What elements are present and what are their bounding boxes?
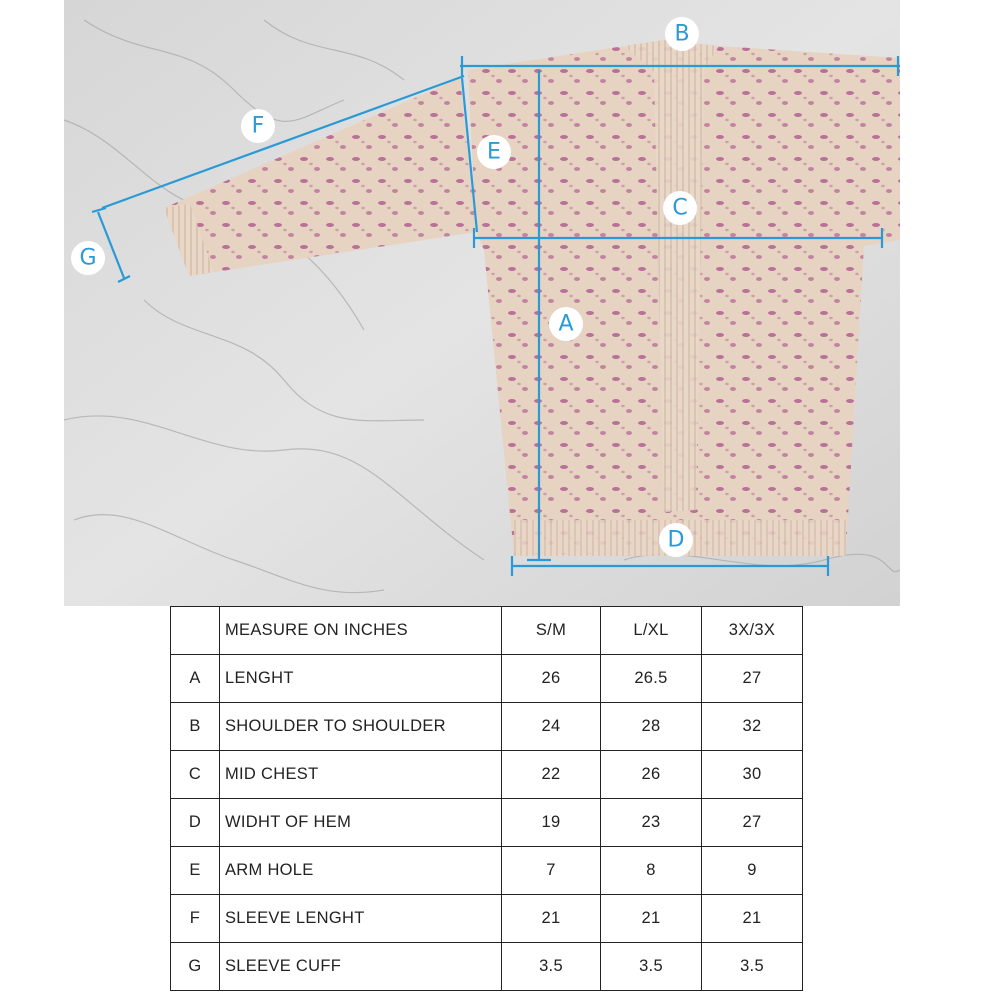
- size-chart-table: [170, 606, 803, 991]
- row-value-sm: 7: [502, 847, 601, 895]
- table-row: [171, 799, 803, 847]
- table-row: [171, 655, 803, 703]
- row-measure-name: MID CHEST: [220, 751, 502, 799]
- row-value-sm: 3.5: [502, 943, 601, 991]
- header-size-lxl: L/XL: [601, 607, 702, 655]
- row-letter: B: [171, 703, 220, 751]
- svg-text:F: F: [251, 113, 265, 139]
- row-letter: E: [171, 847, 220, 895]
- row-value-lxl: 8: [601, 847, 702, 895]
- row-value-lxl: 21: [601, 895, 702, 943]
- marker-c: [663, 191, 697, 225]
- header-measure-label: MEASURE ON INCHES: [220, 607, 502, 655]
- row-value-3x: 27: [702, 799, 803, 847]
- table-row: [171, 847, 803, 895]
- row-value-3x: 30: [702, 751, 803, 799]
- row-value-lxl: 26: [601, 751, 702, 799]
- svg-text:D: D: [667, 527, 685, 553]
- svg-text:E: E: [487, 139, 501, 165]
- table-row: [171, 943, 803, 991]
- row-letter: G: [171, 943, 220, 991]
- row-measure-name: ARM HOLE: [220, 847, 502, 895]
- marker-d: [659, 523, 693, 557]
- marker-e: [477, 135, 511, 169]
- cardigan-measurement-photo: [64, 0, 900, 606]
- table-header-row: [171, 607, 803, 655]
- row-value-sm: 19: [502, 799, 601, 847]
- row-measure-name: LENGHT: [220, 655, 502, 703]
- marker-f: [241, 109, 275, 143]
- row-value-lxl: 23: [601, 799, 702, 847]
- row-measure-name: SHOULDER TO SHOULDER: [220, 703, 502, 751]
- header-size-sm: S/M: [502, 607, 601, 655]
- row-value-lxl: 28: [601, 703, 702, 751]
- row-value-3x: 9: [702, 847, 803, 895]
- row-letter: C: [171, 751, 220, 799]
- row-letter: D: [171, 799, 220, 847]
- row-measure-name: SLEEVE LENGHT: [220, 895, 502, 943]
- table-row: [171, 895, 803, 943]
- svg-text:B: B: [674, 21, 690, 47]
- marker-a: [549, 307, 583, 341]
- row-measure-name: WIDHT OF HEM: [220, 799, 502, 847]
- svg-text:G: G: [79, 245, 97, 271]
- table-corner-cell: [171, 607, 220, 655]
- svg-text:A: A: [558, 311, 574, 337]
- header-size-3x: 3X/3X: [702, 607, 803, 655]
- row-value-3x: 21: [702, 895, 803, 943]
- row-value-3x: 3.5: [702, 943, 803, 991]
- svg-text:C: C: [672, 195, 688, 221]
- row-value-sm: 26: [502, 655, 601, 703]
- row-letter: A: [171, 655, 220, 703]
- marker-b: [665, 17, 699, 51]
- table-row: [171, 751, 803, 799]
- row-value-sm: 22: [502, 751, 601, 799]
- row-value-3x: 32: [702, 703, 803, 751]
- row-value-lxl: 26.5: [601, 655, 702, 703]
- row-value-sm: 24: [502, 703, 601, 751]
- row-value-sm: 21: [502, 895, 601, 943]
- table-row: [171, 703, 803, 751]
- row-letter: F: [171, 895, 220, 943]
- row-measure-name: SLEEVE CUFF: [220, 943, 502, 991]
- marker-g: [71, 241, 105, 275]
- row-value-3x: 27: [702, 655, 803, 703]
- row-value-lxl: 3.5: [601, 943, 702, 991]
